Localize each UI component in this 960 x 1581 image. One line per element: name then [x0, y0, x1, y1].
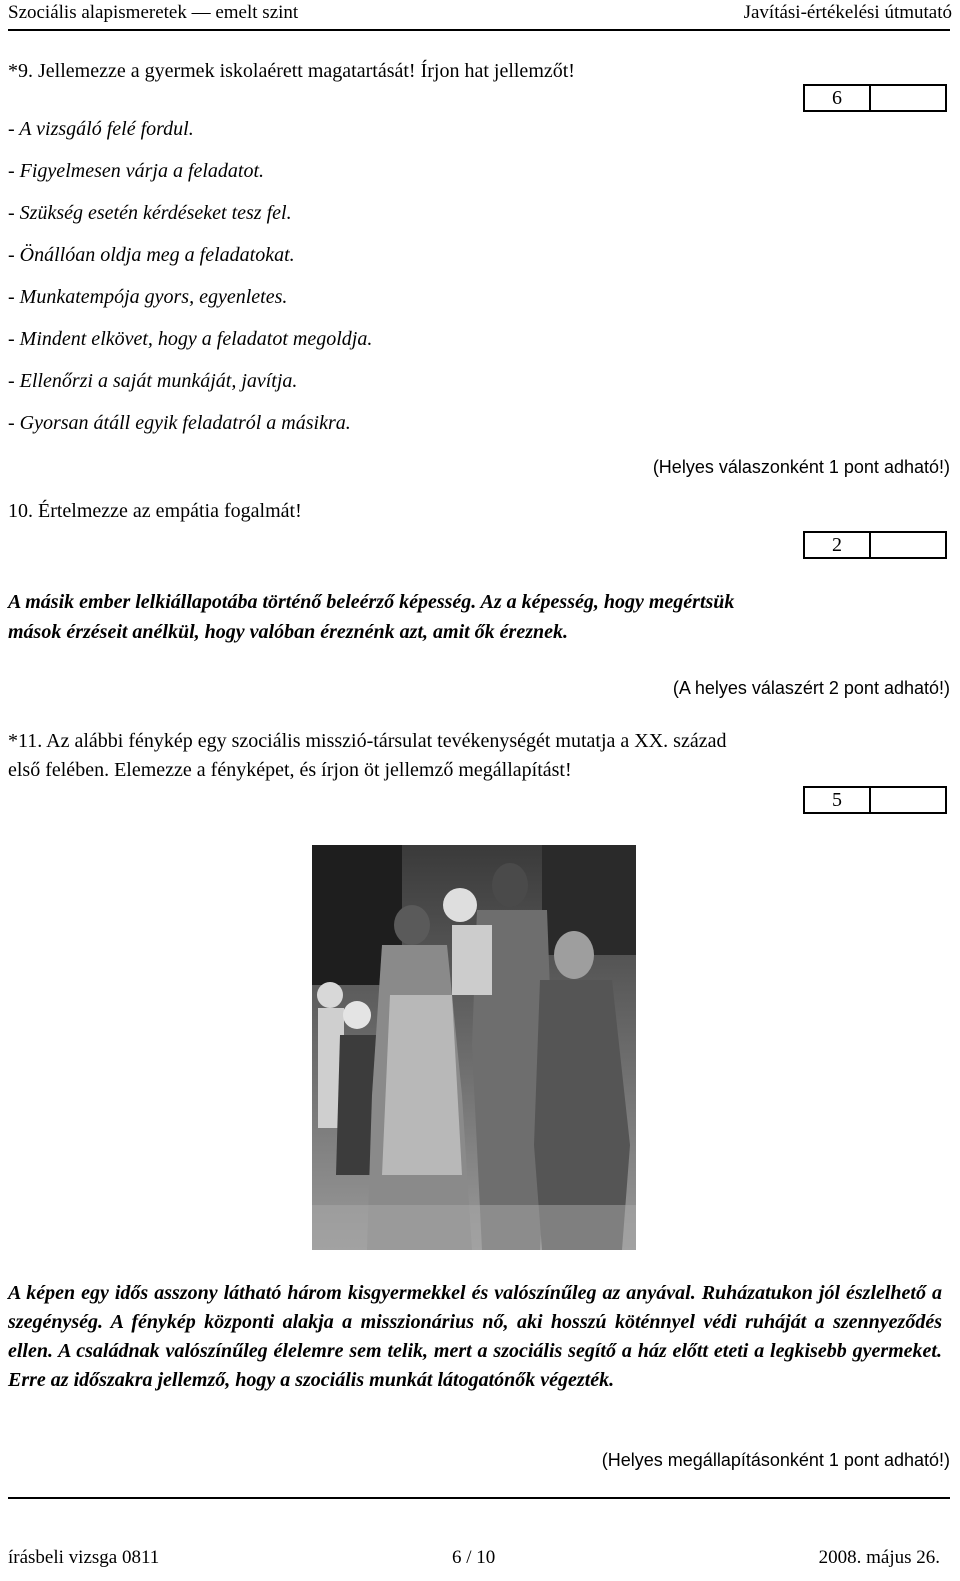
photo-ground — [312, 1205, 636, 1250]
question-9: *9. Jellemezze a gyermek iskolaérett magatartását! Írjon hat jellemzőt! — [8, 60, 575, 82]
child-head-icon — [343, 1001, 371, 1029]
header-rule — [8, 29, 950, 31]
toddler-head-icon — [443, 888, 477, 922]
header-guide-title: Javítási-értékelési útmutató — [743, 2, 952, 23]
answer-item: - Szükség esetén kérdéseket tesz fel. — [8, 202, 292, 224]
toddler-figure — [452, 925, 492, 995]
answer-item: - Önállóan oldja meg a feladatokat. — [8, 244, 295, 266]
footer-exam-id: írásbeli vizsga 0811 — [8, 1547, 160, 1568]
score-box-q11 — [803, 786, 947, 814]
scoring-note-q11: (Helyes megállapításonként 1 pont adható!) — [601, 1450, 950, 1470]
missionary-head-icon — [394, 905, 430, 945]
scoring-note-q10: (A helyes válaszért 2 pont adható!) — [672, 678, 950, 698]
score-blank-cell — [871, 533, 945, 557]
child-head-icon — [317, 982, 343, 1008]
scoring-note-q9: (Helyes válaszonként 1 pont adható!) — [652, 457, 950, 477]
answer-item: - Gyorsan átáll egyik feladatról a másikra. — [8, 412, 351, 434]
question-10: 10. Értelmezze az empátia fogalmát! — [8, 500, 302, 522]
score-box-q9 — [803, 84, 947, 112]
question-11-line1: *11. Az alábbi fénykép egy szociális misszió-társulat tevékenységét mutatja a XX. század — [8, 730, 727, 752]
elderly-woman-head-icon — [554, 931, 594, 979]
answer-item: - Munkatempója gyors, egyenletes. — [8, 286, 288, 308]
footer-date: 2008. május 26. — [818, 1547, 940, 1568]
answer-item: - Ellenőrzi a saját munkáját, javítja. — [8, 370, 298, 392]
answer-item: - Mindent elkövet, hogy a feladatot megoldja. — [8, 328, 373, 350]
photo-wall — [542, 845, 636, 955]
answer-paragraph-q11: A képen egy idős asszony látható három kisgyermekkel és valószínűleg az anyával. Ruházatukon jól észlelhető a szegénység. A fénykép központi alakja a misszionárius nő, aki hosszú köténnyel védi ruháját a szennyeződés ellen. A családnak valószínűleg élelemre sem telik, mert a szociális segítő a ház előtt eteti a legkisebb gyermeket. Erre az időszakra jellemző, hogy a szociális munkát látogatónők végezték. — [8, 1282, 942, 1391]
apron-shape — [382, 995, 462, 1175]
header-subject: Szociális alapismeretek — emelt szint — [8, 2, 299, 23]
mother-head-icon — [492, 863, 528, 907]
mission-photograph — [312, 845, 636, 1250]
answer-text-line: mások érzéseit anélkül, hogy valóban éreznénk azt, amit ők éreznek. — [8, 621, 568, 643]
score-points: 5 — [805, 788, 871, 812]
score-points: 2 — [805, 533, 871, 557]
answer-item: - Figyelmesen várja a feladatot. — [8, 160, 265, 182]
score-blank-cell — [871, 788, 945, 812]
question-11-line2: első felében. Elemezze a fényképet, és írjon öt jellemző megállapítást! — [8, 759, 572, 781]
answer-item: - A vizsgáló felé fordul. — [8, 118, 194, 140]
footer-rule — [8, 1497, 950, 1499]
score-points: 6 — [805, 86, 871, 110]
answer-text-line: A másik ember lelkiállapotába történő beleérző képesség. Az a képesség, hogy megértsük — [8, 591, 735, 613]
score-box-q10 — [803, 531, 947, 559]
score-blank-cell — [871, 86, 945, 110]
footer-page-number: 6 / 10 — [452, 1547, 496, 1568]
